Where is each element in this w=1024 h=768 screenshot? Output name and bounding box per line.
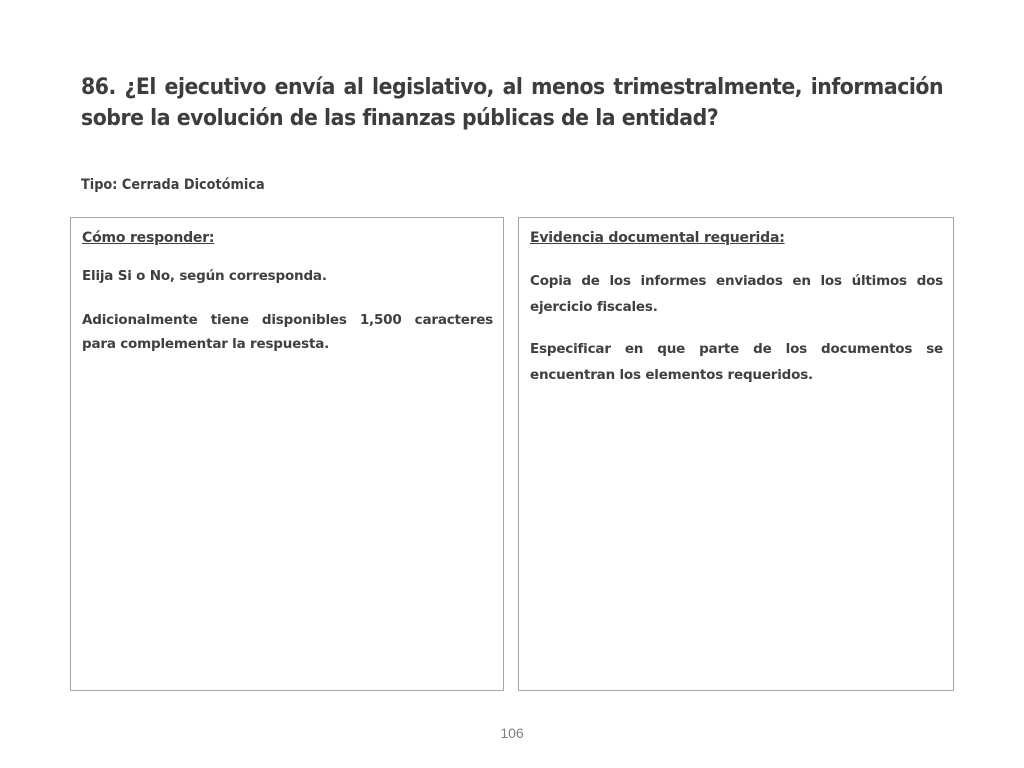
how-to-answer-heading: Cómo responder: xyxy=(82,230,215,246)
question-title: 86. ¿El ejecutivo envía al legislativo, al menos trimestralmente, información sobre la evolución de las finanzas públicas de la entidad? xyxy=(81,75,944,131)
how-to-answer-additional-info: Adicionalmente tiene disponibles 1,500 caracteres para complementar la respuesta. xyxy=(82,312,493,352)
how-to-answer-instruction: Elija Si o No, según corresponda. xyxy=(82,268,327,284)
page-number: 106 xyxy=(500,725,524,741)
question-type: Tipo: Cerrada Dicotómica xyxy=(81,177,265,193)
evidence-copy-requirement: Copia de los informes enviados en los últimos dos ejercicio fiscales. xyxy=(530,273,943,315)
how-to-answer-panel xyxy=(70,217,504,691)
evidence-heading: Evidencia documental requerida: xyxy=(530,230,785,246)
evidence-location-requirement: Especificar en que parte de los documentos se encuentran los elementos requeridos. xyxy=(530,341,943,383)
evidence-panel xyxy=(518,217,954,691)
